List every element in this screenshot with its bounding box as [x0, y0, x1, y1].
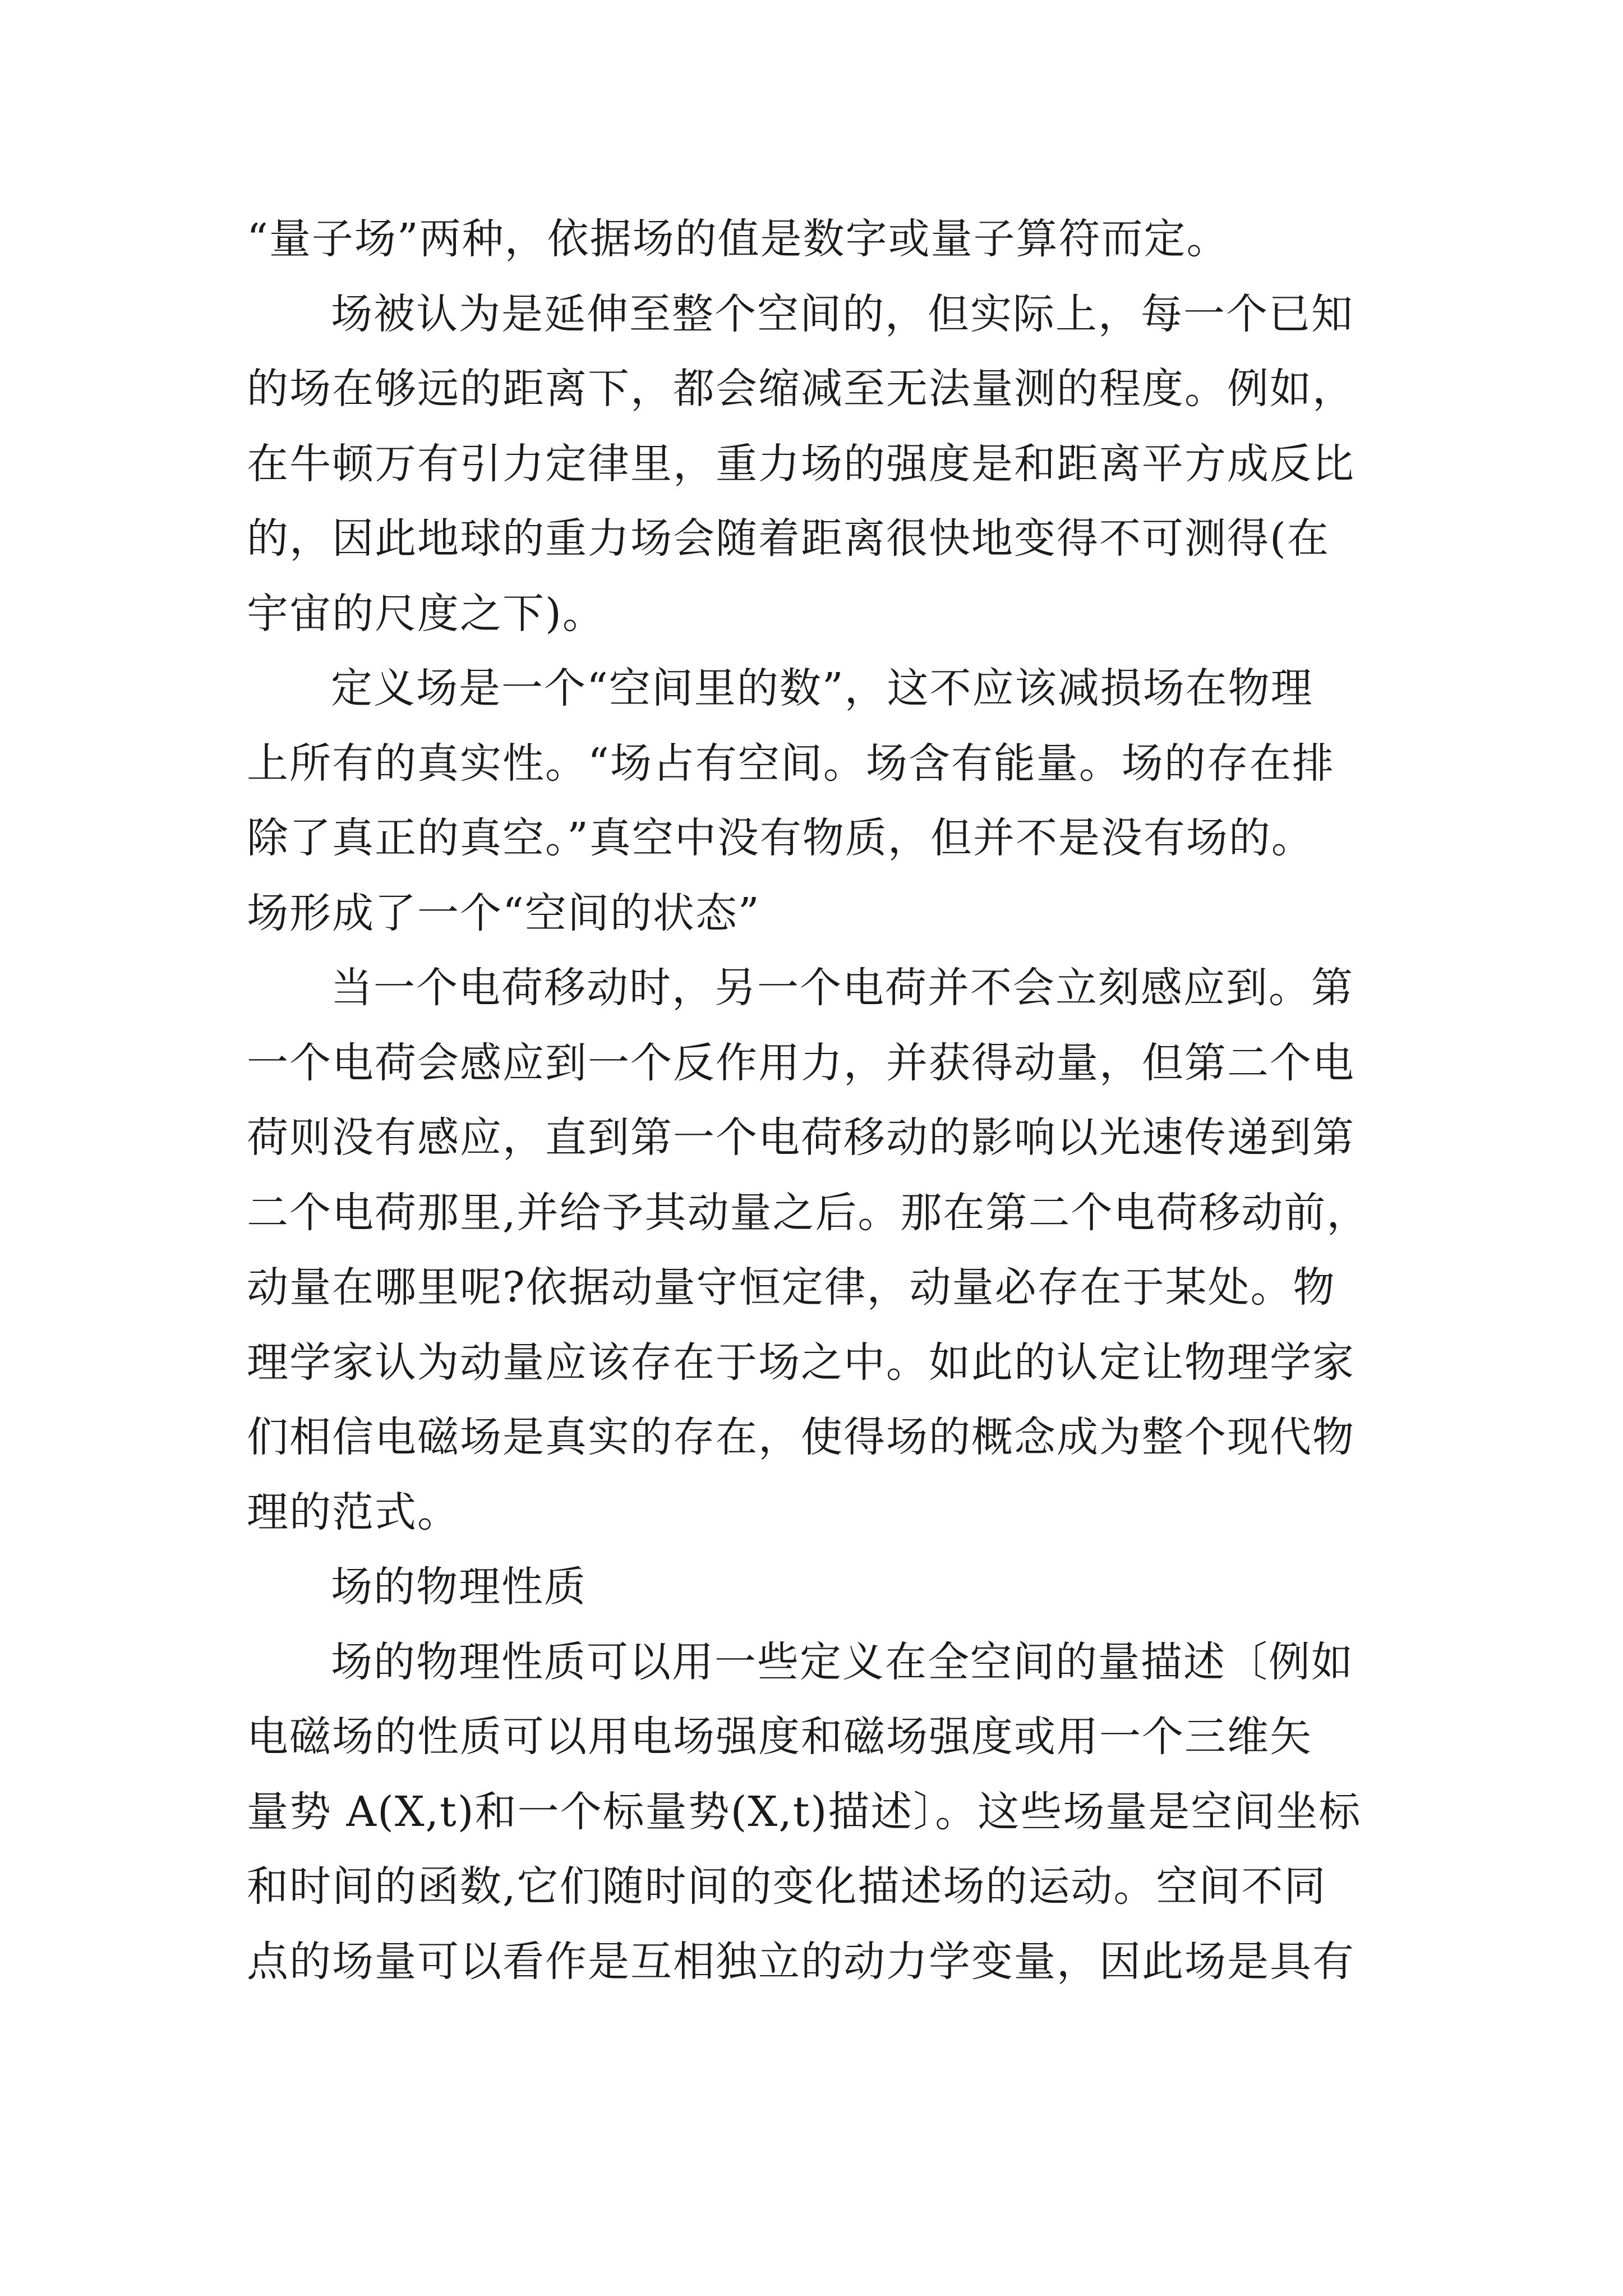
text-line: 一个电荷会感应到一个反作用力，并获得动量，但第二个电: [247, 1038, 1355, 1087]
text-line: 们相信电磁场是真实的存在，使得场的概念成为整个现代物: [247, 1413, 1355, 1461]
text-line: 场被认为是延伸至整个空间的，但实际上，每一个已知: [331, 289, 1354, 338]
paragraph: [247, 1625, 1388, 2000]
text-line: 场的物理性质: [331, 1563, 587, 1611]
text-line: 场的物理性质可以用一些定义在全空间的量描述〔例如: [331, 1637, 1354, 1686]
text-line: 荷则没有感应，直到第一个电荷移动的影响以光速传递到第: [247, 1114, 1355, 1162]
text-line: 理学家认为动量应该存在于场之中。如此的认定让物理学家: [247, 1338, 1355, 1387]
paragraph: [247, 277, 1388, 652]
text-line: 上所有的真实性。“场占有空间。场含有能量。场的存在排: [247, 739, 1335, 788]
text-line: 电磁场的性质可以用电场强度和磁场强度或用一个三维矢: [247, 1713, 1312, 1761]
text-line: “量子场”两种，依据场的值是数字或量子算符而定。: [247, 215, 1229, 263]
text-line: 动量在哪里呢?依据动量守恒定律，动量必存在于某处。物: [247, 1263, 1336, 1312]
paragraph: [247, 202, 1388, 277]
paragraph: [247, 951, 1388, 1550]
text-line: 场形成了一个“空间的状态”: [247, 889, 760, 937]
text-line: 二个电荷那里,并给予其动量之后。那在第二个电荷移动前，: [247, 1188, 1370, 1237]
text-line: 点的场量可以看作是互相独立的动力学变量，因此场是具有: [247, 1937, 1355, 1986]
document-body: [247, 202, 1388, 1999]
paragraph: [247, 651, 1388, 951]
text-line: 当一个电荷移动时，另一个电荷并不会立刻感应到。第: [331, 964, 1354, 1012]
paragraph: [247, 1550, 1388, 1625]
text-line: 在牛顿万有引力定律里，重力场的强度是和距离平方成反比: [247, 439, 1355, 488]
text-line: 定义场是一个“空间里的数”，这不应该减损场在物理: [331, 664, 1313, 712]
text-line: 的，因此地球的重力场会随着距离很快地变得不可测得(在: [247, 514, 1330, 563]
text-line: 除了真正的真空。”真空中没有物质，但并不是没有场的。: [247, 814, 1314, 862]
text-line: 理的范式。: [247, 1488, 460, 1536]
text-line: 量势 A(X,t)和一个标量势(X,t)描述〕。这些场量是空间坐标: [247, 1787, 1362, 1836]
text-line: 宇宙的尺度之下)。: [247, 589, 605, 638]
text-line: 和时间的函数,它们随时间的变化描述场的运动。空间不同: [247, 1862, 1327, 1911]
text-line: 的场在够远的距离下，都会缩减至无法量测的程度。例如，: [247, 365, 1355, 413]
